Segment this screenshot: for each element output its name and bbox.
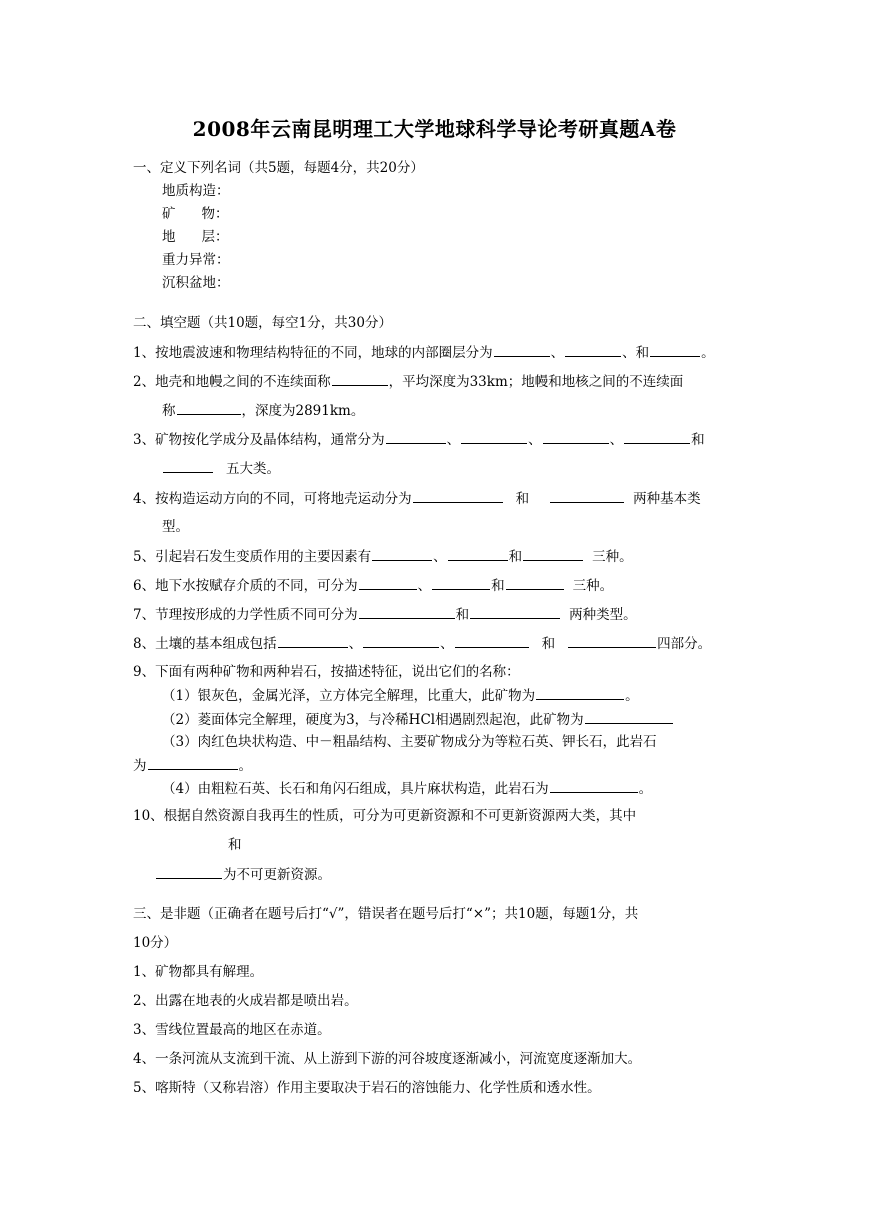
answer-blank[interactable] [359,576,417,590]
question-text: 五大类。 [226,461,280,477]
question-text: 6、地下水按赋存介质的不同，可分为 [133,578,358,594]
fill-question-9-item-3: （3）肉红色块状构造、中－粗晶结构、主要矿物成分为等粒石英、钾长石，此岩石 [162,734,657,750]
answer-blank[interactable] [536,686,624,700]
term-label: 矿 [162,206,176,222]
answer-blank[interactable] [506,576,564,590]
question-text: 5、引起岩石发生变质作用的主要因素有 [133,549,372,565]
separator: 、 [417,578,432,594]
term-mineral [162,205,229,223]
answer-blank[interactable] [568,634,656,648]
true-false-item: 1、矿物都具有解理。 [133,964,264,980]
answer-blank[interactable] [455,634,529,648]
answer-blank[interactable] [470,605,560,619]
question-text: 2、地壳和地幔之间的不连续面称 [133,374,331,390]
question-text: （2）菱面体完全解理，硬度为3，与冷稀HCl相遇剧烈起泡，此矿物为 [162,712,584,728]
answer-blank[interactable] [624,430,690,444]
answer-blank[interactable] [494,343,550,357]
term-label: 沉积盆地： [162,275,230,291]
conjunction: 和 [541,636,556,652]
answer-blank[interactable] [543,430,609,444]
fill-question-7 [133,605,637,624]
question-text: 4、按构造运动方向的不同，可将地壳运动分为 [133,491,412,507]
question-text: （4）由粗粒石英、长石和角闪石组成，具片麻状构造，此岩石为 [162,781,549,797]
true-false-item: 3、雪线位置最高的地区在赤道。 [133,1022,331,1038]
term-label: 地质构造： [162,183,230,199]
fill-question-2-cont [162,401,364,420]
question-text: 3、矿物按化学成分及晶体结构，通常分为 [133,432,385,448]
term-label-tail: 物： [201,206,229,222]
fill-question-9: 9、下面有两种矿物和两种岩石，按描述特征，说出它们的名称： [133,664,520,680]
conjunction: 和 [491,578,505,594]
fill-question-3-cont [162,459,280,478]
fill-question-9-item-2 [162,710,674,729]
answer-blank[interactable] [363,634,439,648]
question-text: 四部分。 [657,636,712,652]
fill-question-10: 10、根据自然资源自我再生的性质，可分为可更新资源和不可更新资源两大类，其中 [133,808,637,824]
fill-question-2 [133,372,683,391]
question-text: 8、土壤的基本组成包括 [133,636,277,652]
question-text: （1）银灰色，金属光泽，立方体完全解理，比重大，此矿物为 [162,688,536,704]
question-text: 三种。 [572,578,614,594]
term-geological-structure [162,182,230,200]
fill-question-4-cont: 型。 [162,519,189,535]
answer-blank[interactable] [448,547,508,561]
conjunction: 和 [455,607,470,623]
term-sedimentary-basin [162,274,230,292]
fill-question-10-and: 和 [228,837,242,853]
term-label: 重力异常： [162,252,230,268]
answer-blank[interactable] [550,779,638,793]
section-3-heading-cont: 10分） [133,935,178,951]
question-text: ，深度为2891km。 [241,403,365,419]
period: 。 [638,781,653,797]
conjunction: 和 [691,432,705,448]
term-gravity-anomaly [162,251,230,269]
true-false-item: 2、出露在地表的火成岩都是喷出岩。 [133,993,358,1009]
answer-blank[interactable] [650,343,700,357]
true-false-item: 4、一条河流从支流到干流、从上游到下游的河谷坡度逐渐减小，河流宽度逐渐加大。 [133,1051,642,1067]
answer-blank[interactable] [550,489,624,503]
fill-question-3 [133,430,705,449]
question-text: 两种基本类 [633,491,701,507]
answer-blank[interactable] [148,756,238,770]
fill-question-9-item-3-cont [133,756,252,775]
fill-question-4 [133,489,701,508]
fill-question-5 [133,547,633,566]
term-label: 地 [162,229,176,245]
fill-question-10-cont [155,865,331,884]
separator: 、和 [622,345,650,361]
question-text: 1、按地震波速和物理结构特征的不同，地球的内部圈层分为 [133,345,493,361]
answer-blank[interactable] [163,459,213,473]
separator: 、 [550,345,565,361]
fill-question-9-item-4 [162,779,652,798]
answer-blank[interactable] [432,576,490,590]
question-text: 两种类型。 [569,607,637,623]
answer-blank[interactable] [523,547,583,561]
question-text: 为 [133,758,147,774]
term-label-tail: 层： [201,229,229,245]
answer-blank[interactable] [585,710,673,724]
answer-blank[interactable] [461,430,527,444]
period: 。 [625,688,639,704]
period: 。 [238,758,252,774]
separator: 、 [433,549,447,565]
question-text: 为不可更新资源。 [223,867,331,883]
section-3-heading: 三、是非题（正确者在题号后打“√”，错误者在题号后打“×”；共10题，每题1分，共 [133,906,639,922]
answer-blank[interactable] [177,401,241,415]
fill-question-9-item-1 [162,686,639,705]
question-text: 7、节理按形成的力学性质不同可分为 [133,607,358,623]
section-2-heading: 二、填空题（共10题，每空1分，共30分） [133,315,392,331]
answer-blank[interactable] [413,489,503,503]
answer-blank[interactable] [386,430,446,444]
conjunction: 和 [508,549,523,565]
answer-blank[interactable] [156,865,222,879]
answer-blank[interactable] [332,372,388,386]
separator: 、 [528,432,542,448]
true-false-item: 5、喀斯特（又称岩溶）作用主要取决于岩石的溶蚀能力、化学性质和透水性。 [133,1080,601,1096]
answer-blank[interactable] [359,605,455,619]
question-text: ，平均深度为33km；地幔和地核之间的不连续面 [388,374,684,390]
separator: 、 [348,636,363,652]
fill-question-6 [133,576,613,595]
fill-question-1 [133,343,715,362]
fill-question-8 [133,634,711,653]
question-text: 称 [162,403,176,419]
separator: 、 [440,636,454,652]
answer-blank[interactable] [278,634,348,648]
section-1-heading: 一、定义下列名词（共5题，每题4分，共20分） [133,160,424,176]
conjunction: 和 [515,491,530,507]
separator: 、 [446,432,461,448]
separator: 、 [609,432,624,448]
question-text: 三种。 [592,549,633,565]
term-stratum [162,228,229,246]
page-title: 2008年云南昆明理工大学地球科学导论考研真题A卷 [192,117,677,141]
period: 。 [701,345,715,361]
answer-blank[interactable] [565,343,621,357]
answer-blank[interactable] [372,547,432,561]
